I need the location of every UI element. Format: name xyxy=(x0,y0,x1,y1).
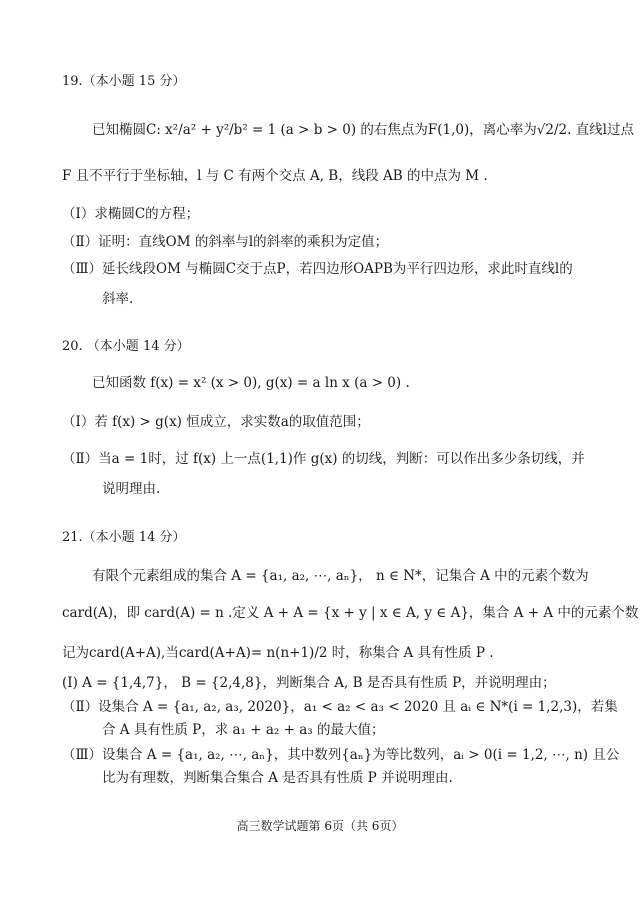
q21-part1: (Ⅰ) A = {1,4,7}， B = {2,4,8}，判断集合 A, B 是否具有性质 P，并说明理由； xyxy=(62,675,556,691)
q21-part3-line2: 比为有理数，判断集合集合 A 是否具有性质 P 并说明理由. xyxy=(102,770,453,786)
q20-part2-line1: （Ⅱ）当a = 1时，过 f(x) 上一点(1,1)作 g(x) 的切线，判断：可以作出多少条切线，并 xyxy=(62,451,585,467)
q21-stem-line2: card(A)，即 card(A) = n .定义 A + A = {x + y | x ∈ A, y ∈ A}，集合 A + A 中的元素个数 xyxy=(62,605,639,621)
q19-part3-line1: （Ⅲ）延长线段OM 与椭圆C交于点P，若四边形OAPB为平行四边形，求此时直线l的 xyxy=(62,261,573,277)
q19-stem-line2: F 且不平行于坐标轴，l 与 C 有两个交点 A, B，线段 AB 的中点为 M . xyxy=(62,168,488,184)
q21-stem-line1: 有限个元素组成的集合 A = {a₁, a₂, ⋯, aₙ}， n ∈ N*，记集合 A 中的元素个数为 xyxy=(92,568,589,584)
q21-header: 21.（本小题 14 分） xyxy=(62,530,186,545)
q20-header: 20. （本小题 14 分） xyxy=(62,339,190,354)
q21-part2-line2: 合 A 具有性质 P，求 a₁ + a₂ + a₃ 的最大值； xyxy=(102,722,385,738)
q20-part1: （Ⅰ）若 f(x) > g(x) 恒成立，求实数a的取值范围； xyxy=(62,414,370,430)
q21-part2-line1: （Ⅱ）设集合 A = {a₁, a₂, a₃, 2020}，a₁ < a₂ < a₃ < 2020 且 aᵢ ∈ N*(i = 1,2,3)，若集 xyxy=(62,699,618,715)
q19-part1: （Ⅰ）求椭圆C的方程； xyxy=(62,206,200,222)
q20-part2-line2: 说明理由. xyxy=(102,481,161,497)
q21-part3-line1: （Ⅲ）设集合 A = {a₁, a₂, ⋯, aₙ}，其中数列{aₙ}为等比数列，aᵢ > 0(i = 1,2, ⋯, n) 且公 xyxy=(62,747,620,763)
q20-stem: 已知函数 f(x) = x² (x > 0), g(x) = a ln x (a > 0) . xyxy=(92,375,410,391)
q19-part2: （Ⅱ）证明：直线OM 的斜率与l的斜率的乘积为定值； xyxy=(62,234,389,250)
q19-stem-line1: 已知椭圆C: x²/a² + y²/b² = 1 (a > b > 0) 的右焦点为F(1,0)，离心率为√2/2. 直线l过点 xyxy=(92,122,635,138)
q19-header: 19.（本小题 15 分） xyxy=(62,74,186,89)
page-footer: 高三数学试题第 6页（共 6页） xyxy=(236,819,404,833)
q19-part3-line2: 斜率. xyxy=(102,291,134,307)
q21-stem-line3: 记为card(A+A),当card(A+A)= n(n+1)/2 时，称集合 A 具有性质 P . xyxy=(62,645,494,661)
